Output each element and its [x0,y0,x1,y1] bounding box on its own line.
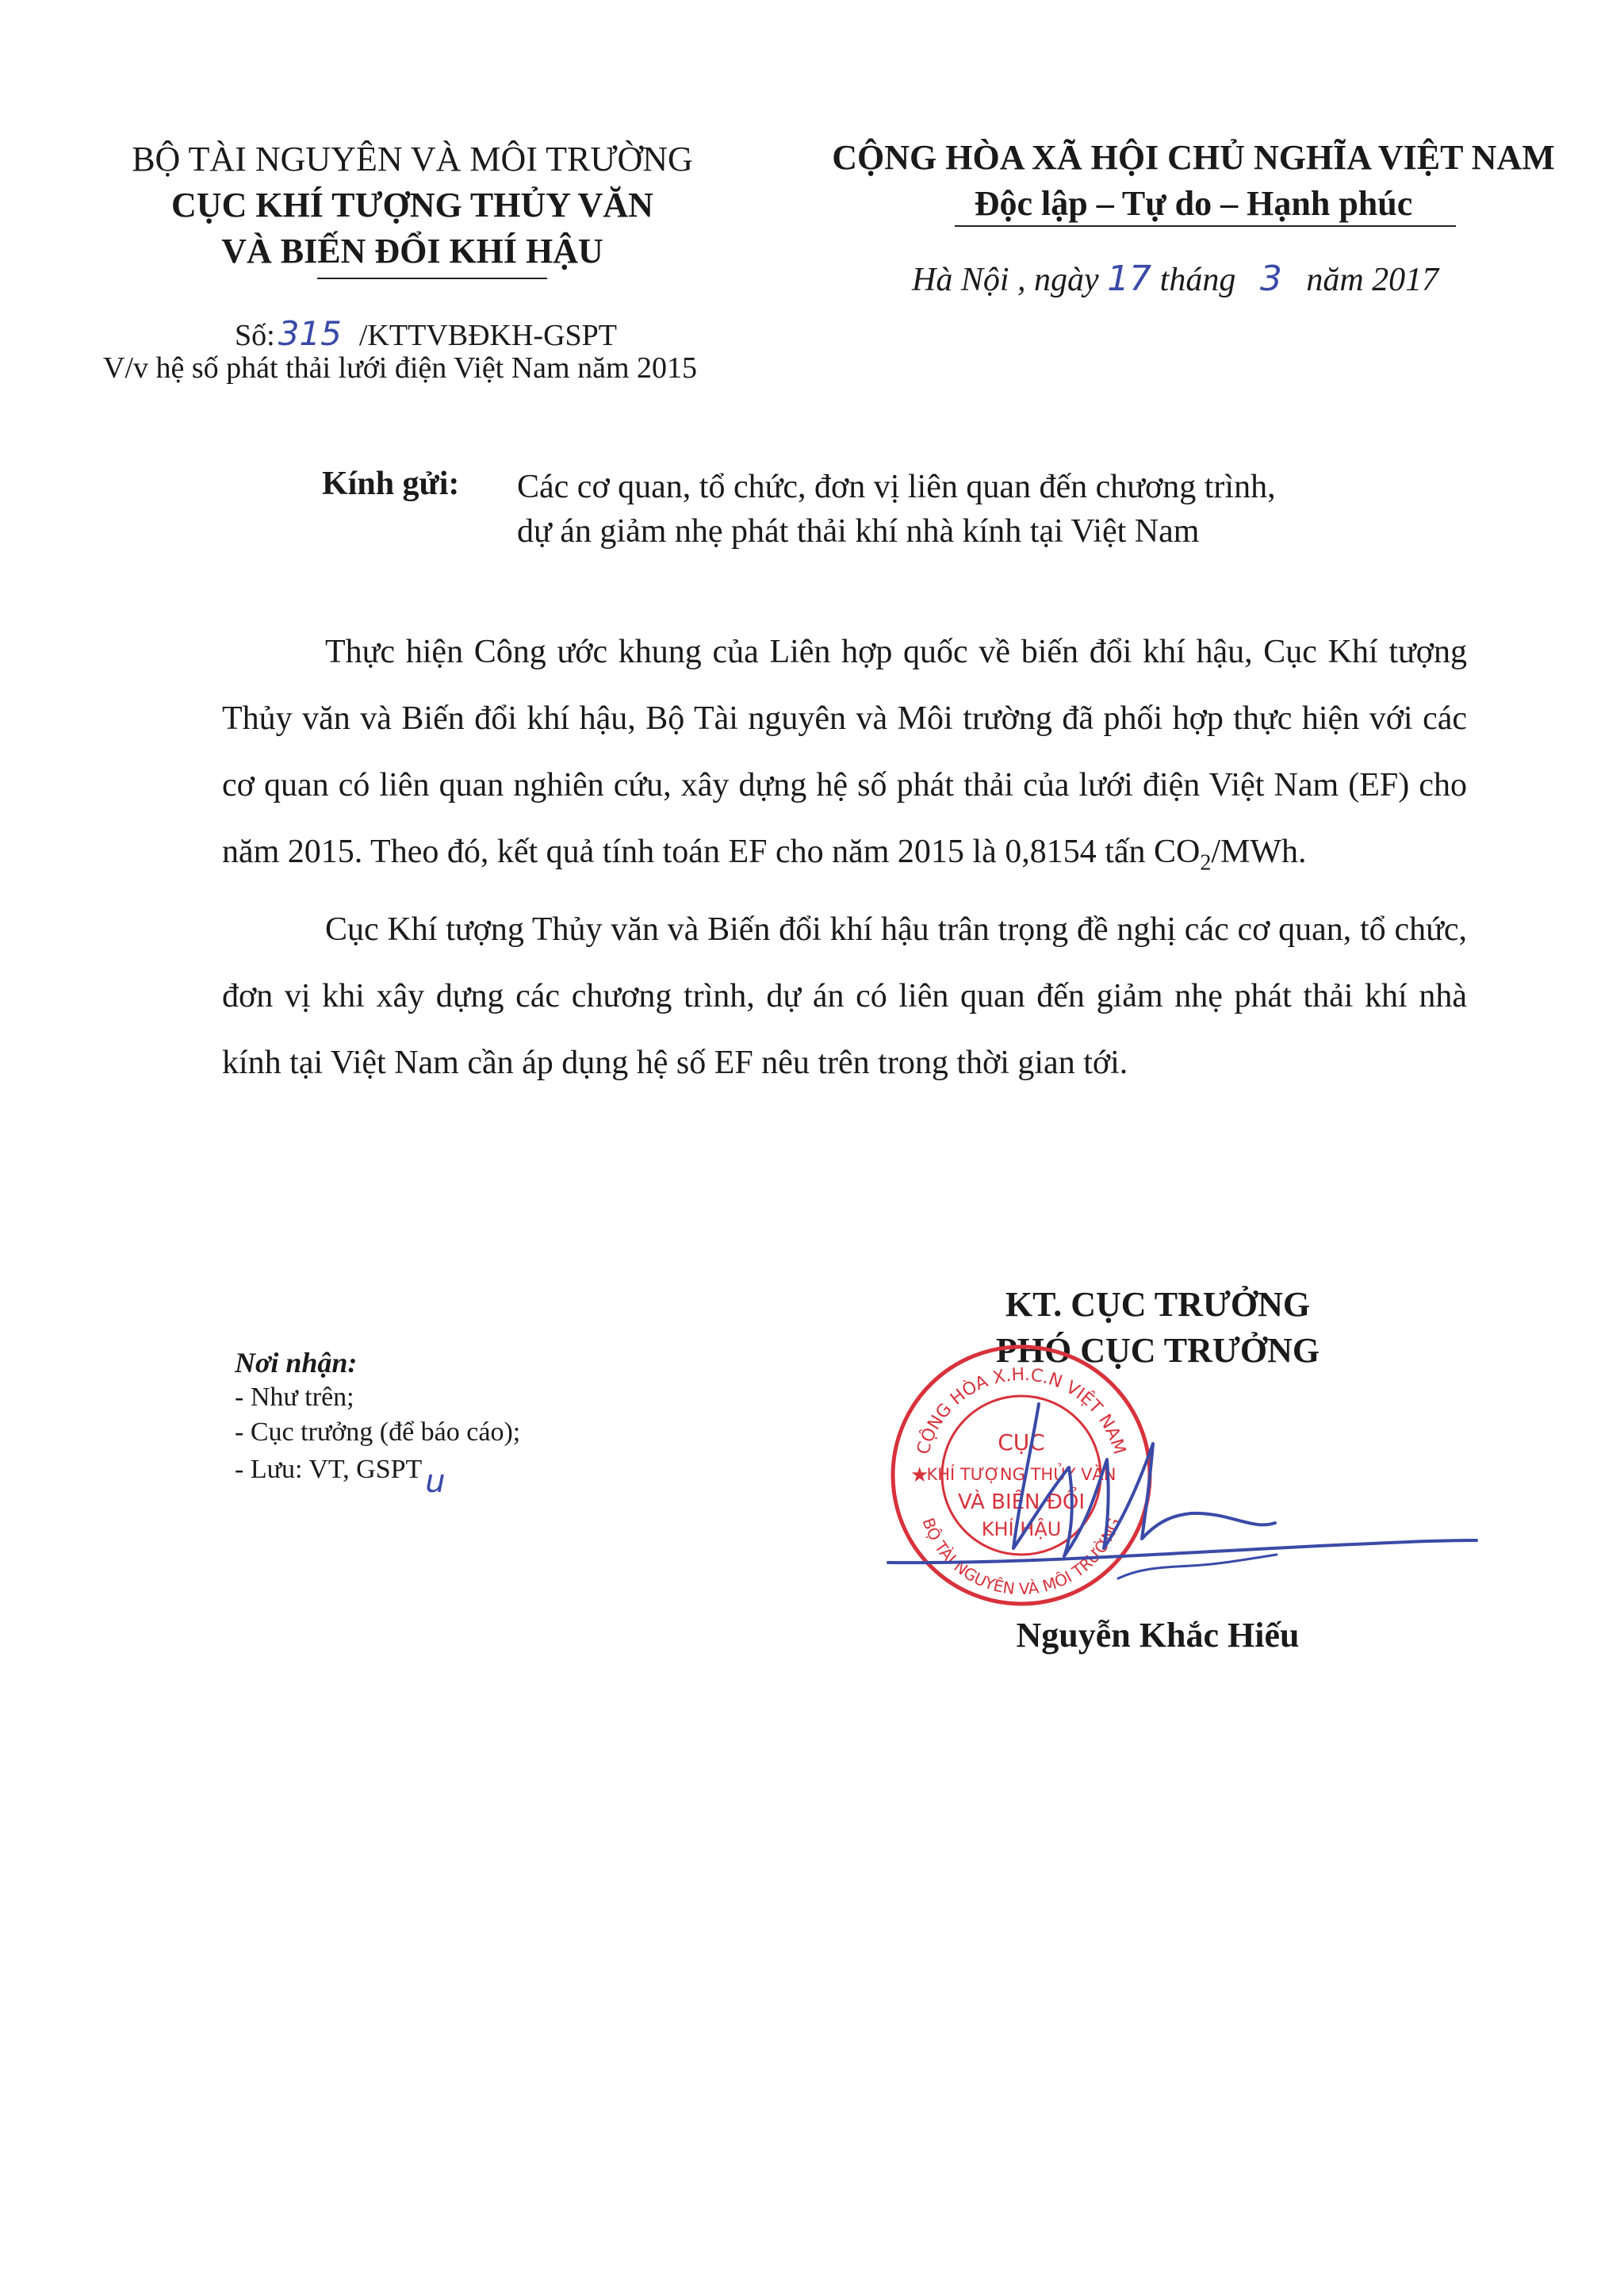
body-paragraph-2: Cục Khí tượng Thủy văn và Biến đổi khí hậu trân trọng đề nghị các cơ quan, tổ chức, đơn vị khi xây dựng các chương trình, dự án có liên quan đến giảm nhẹ phát thải khí nhà kính tại Việt Nam cần áp dụng hệ số EF nêu trên trong thời gian tới. [222,911,1467,1082]
co2-subscript: 2 [1200,850,1212,876]
archive-initials-handwritten: u [425,1463,446,1500]
recipient-text [517,465,1276,554]
distribution-item: - Như trên; [235,1383,354,1412]
distribution-title: Nơi nhận: [235,1347,358,1379]
number-handwritten: 315 [278,314,342,353]
national-motto: Độc lập – Tự do – Hạnh phúc [974,184,1413,223]
seal-star-left: ★ [910,1463,929,1486]
department-name-line2: VÀ BIẾN ĐỔI KHÍ HẬU [221,232,603,270]
seal-line3: VÀ BIẾN ĐỔI [957,1490,1086,1514]
seal-line4: KHÍ HẬU [981,1518,1062,1540]
recipient-line2: dự án giảm nhẹ phát thải khí nhà kính tại Việt Nam [517,513,1200,550]
signature-title-2: PHÓ CỤC TRƯỞNG [995,1331,1320,1370]
date-year: năm 2017 [1306,262,1439,298]
distribution-item-text: - Lưu: VT, GSPT [235,1455,423,1484]
issue-date [912,259,1438,299]
date-month-label: tháng [1159,262,1236,298]
number-label: Số: [235,319,275,352]
seal-line2: KHÍ TƯỢNG THỦY VĂN [926,1465,1116,1484]
header-left-underline [317,278,547,279]
distribution-item: - Cục trưởng (để báo cáo); [235,1417,521,1447]
date-prefix: Hà Nội , ngày [912,262,1099,298]
document-number [235,314,617,353]
date-month-handwritten: 3 [1259,259,1282,299]
signer-name: Nguyễn Khắc Hiếu [1016,1616,1300,1655]
date-day-handwritten: 17 [1107,259,1152,299]
issuer-header [63,136,761,274]
header-right-underline [955,225,1456,227]
ministry-name: BỘ TÀI NGUYÊN VÀ MÔI TRƯỜNG [132,140,693,178]
recipient-label: Kính gửi: [322,466,460,502]
number-code: /KTTVBĐKH-GSPT [358,319,617,352]
recipient-line1: Các cơ quan, tổ chức, đơn vị liên quan đến chương trình, [517,469,1276,505]
body-paragraph-1 [222,619,1467,896]
seal-outer-text: CỘNG HÒA X.H.C.N VIỆT NAM [914,1364,1129,1457]
seal-line1: CỤC [998,1429,1045,1455]
distribution-list [235,1345,521,1500]
department-name-line1: CỤC KHÍ TƯỢNG THỦY VĂN [171,186,653,224]
document-subject: V/v hệ số phát thải lưới điện Việt Nam năm 2015 [103,351,698,385]
national-header [809,135,1578,227]
signature-title-1: KT. CỤC TRƯỞNG [1005,1285,1311,1324]
body-paragraph-1-end: /MWh. [1211,834,1307,870]
body-paragraph-1-text: Thực hiện Công ước khung của Liên hợp quốc về biến đổi khí hậu, Cục Khí tượng Thủy văn và Biến đổi khí hậu, Bộ Tài nguyên và Môi trường đã phối hợp thực hiện với các cơ quan có liên quan nghiên cứu, xây dựng hệ số phát thải của lưới điện Việt Nam (EF) cho năm 2015. Theo đó, kết quả tính toán EF cho năm 2015 là 0,8154 tấn CO [222,634,1467,870]
seal-outer-bottom-text: BỘ TÀI NGUYÊN VÀ MÔI TRƯỜNG [918,1515,1124,1599]
letter-body [222,619,1467,1096]
handwritten-signature [880,1380,1483,1586]
nation-name: CỘNG HÒA XÃ HỘI CHỦ NGHĨA VIỆT NAM [832,138,1555,177]
distribution-item [235,1450,520,1500]
